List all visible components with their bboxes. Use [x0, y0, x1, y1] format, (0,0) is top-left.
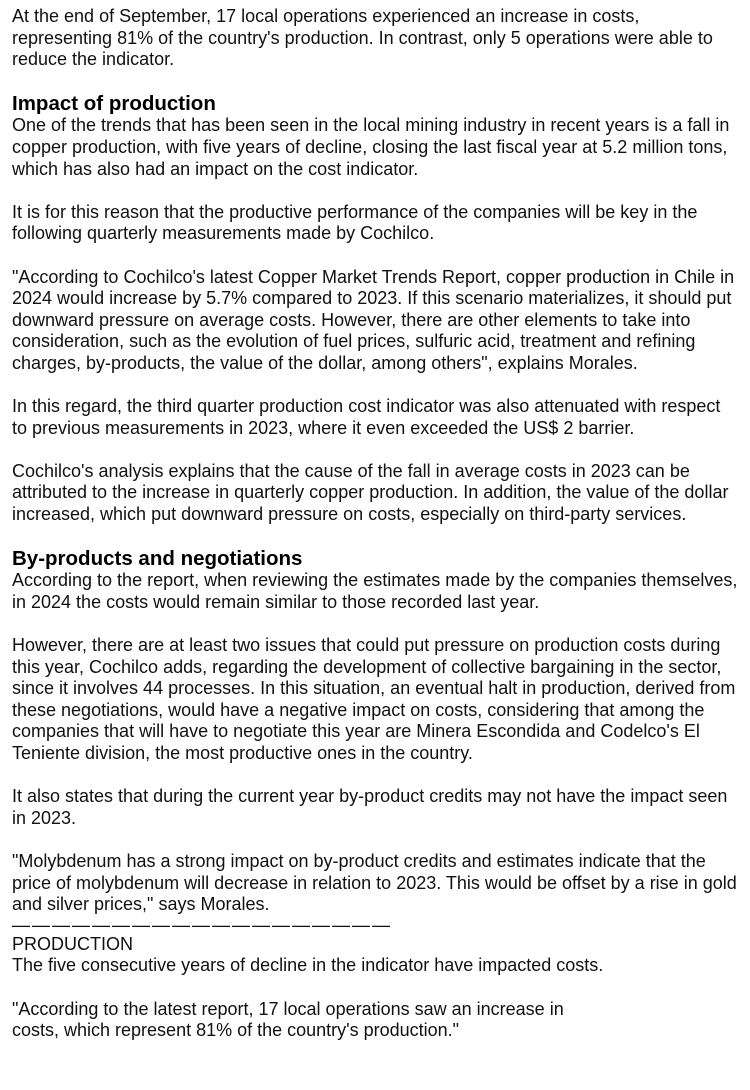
paragraph: It is for this reason that the productive performance of the companies will be key in the following quarterly measurements made by Cochilco.	[12, 201, 698, 244]
paragraph: "According to Cochilco's latest Copper Market Trends Report, copper production in Chile in 2024 would increase by 5.7% compared to 2023. If this scenario materializes, it should put downward pressure on average costs. However, there are other elements to take into consideration, such as the evolution of fuel prices, sulfuric acid, treatment and refining charges, by-products, the value of the dollar, among others", explains Morales.	[12, 266, 735, 373]
sidebar-summary: The five consecutive years of decline in the indicator have impacted costs.	[12, 955, 604, 976]
paragraph: However, there are at least two issues that could put pressure on production costs during this year, Cochilco adds, regarding the development of collective bargaining in the sector, since it involves 44 processes. In this situation, an eventual halt in production, derived from these negotiations, would have a negative impact on costs, considering that among the companies that will have to negotiate this year are Minera Escondida and Codelco's El Teniente division, the most productive ones in the country.	[12, 635, 736, 763]
paragraph: Cochilco's analysis explains that the cause of the fall in average costs in 2023 can be attributed to the increase in quarterly copper production. In addition, the value of the dollar increased, which put downward pressure on costs, especially on third-party services.	[12, 460, 729, 525]
sidebar-label: PRODUCTION	[12, 933, 133, 954]
divider-line: ———————————————————	[12, 914, 392, 935]
paragraph: "Molybdenum has a strong impact on by-product credits and estimates indicate that the price of molybdenum will decrease in relation to 2023. This would be offset by a rise in gold and silver prices," says Morales.	[12, 850, 737, 915]
paragraph: One of the trends that has been seen in the local mining industry in recent years is a fall in copper production, with five years of decline, closing the last fiscal year at 5.2 million tons, which has also had an impact on the cost indicator.	[12, 115, 730, 179]
intro-paragraph: At the end of September, 17 local operations experienced an increase in costs, representing 81% of the country's production. In contrast, only 5 operations were able to reduce the indicator.	[12, 6, 713, 70]
paragraph: According to the report, when reviewing the estimates made by the companies themselves, in 2024 the costs would remain similar to those recorded last year.	[12, 570, 738, 612]
sidebar-quote-line: "According to the latest report, 17 local operations saw an increase in	[12, 998, 564, 1019]
section-heading-impact-of-production: Impact of production	[12, 92, 216, 116]
section-heading-by-products: By-products and negotiations	[12, 547, 303, 571]
sidebar-quote	[12, 999, 738, 1042]
sidebar-quote-line: costs, which represent 81% of the country's production."	[12, 1020, 460, 1041]
paragraph: In this regard, the third quarter production cost indicator was also attenuated with respect to previous measurements in 2023, where it even exceeded the US$ 2 barrier.	[12, 396, 721, 438]
paragraph: It also states that during the current year by-product credits may not have the impact seen in 2023.	[12, 786, 728, 828]
